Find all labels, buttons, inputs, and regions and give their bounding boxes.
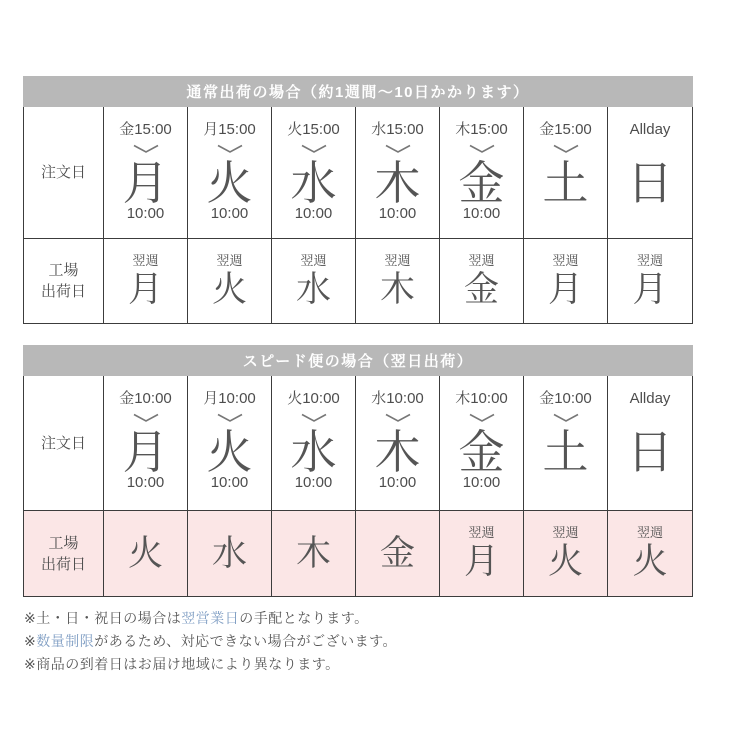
chevron-down-icon — [215, 143, 245, 155]
next-week-label: 翌週 — [552, 252, 579, 268]
ship-day: 火 — [632, 542, 668, 581]
chevron-down-icon — [467, 143, 497, 155]
order-day: 火 — [206, 157, 253, 209]
ship-cell — [104, 238, 188, 323]
chevron-down-icon — [383, 143, 413, 155]
normal-table-body — [23, 107, 693, 324]
cutoff-time: 木15:00 — [455, 121, 508, 138]
cutoff-time: 水10:00 — [371, 390, 424, 407]
speed-shipping-table — [23, 345, 693, 597]
normal-table-title: 通常出荷の場合（約1週間～10日かかります） — [23, 76, 693, 107]
ship-cell — [356, 510, 440, 596]
next-week-label: 翌週 — [216, 252, 243, 268]
note-highlight-text: 翌営業日 — [181, 610, 240, 626]
chevron-down-icon — [299, 143, 329, 155]
order-cell-fri — [440, 376, 524, 510]
ship-day: 水 — [295, 269, 331, 309]
order-cell-thu — [356, 376, 440, 510]
factory-label-line1: 工場 — [48, 262, 79, 279]
order-cell-thu — [356, 107, 440, 238]
order-date-row-label — [24, 376, 104, 510]
note-holiday — [24, 611, 693, 626]
order-day: 日 — [627, 157, 673, 209]
ship-day: 木 — [379, 269, 415, 309]
cutoff-time: 木10:00 — [455, 390, 508, 407]
order-date-label-text: 注文日 — [40, 164, 86, 181]
cutoff-time: 金10:00 — [119, 390, 172, 407]
order-time: 10:00 — [210, 205, 249, 222]
order-cell-wed — [272, 107, 356, 238]
shipping-schedule-infographic — [23, 76, 693, 680]
next-week-label: 翌週 — [636, 252, 663, 268]
ship-day: 水 — [211, 533, 247, 573]
order-cell-tue — [188, 376, 272, 510]
order-cell-sun — [608, 107, 692, 238]
note-text: があるため、対応できない場合がございます。 — [94, 633, 398, 649]
chevron-down-icon — [467, 412, 497, 424]
note-highlight-text: 数量制限 — [36, 633, 95, 649]
cutoff-time: 金10:00 — [539, 390, 592, 407]
order-day: 火 — [206, 426, 253, 478]
ship-cell — [356, 238, 440, 323]
order-cell-mon — [104, 107, 188, 238]
order-day: 木 — [374, 426, 421, 478]
order-time: 10:00 — [294, 205, 333, 222]
order-day: 月 — [122, 426, 169, 478]
note-arrival-date — [24, 657, 693, 672]
order-day: 日 — [627, 426, 673, 478]
speed-table-body — [23, 376, 693, 597]
next-week-label: 翌週 — [384, 252, 411, 268]
order-day: 水 — [290, 426, 337, 478]
note-text: ※ — [24, 633, 37, 649]
order-time: 10:00 — [462, 205, 501, 222]
spacer — [23, 324, 693, 345]
ship-day: 金 — [379, 533, 415, 573]
order-day: 土 — [542, 157, 589, 209]
order-cell-mon — [104, 376, 188, 510]
order-cell-sat — [524, 107, 608, 238]
ship-cell — [608, 238, 692, 323]
ship-day: 木 — [295, 533, 331, 573]
order-cell-tue — [188, 107, 272, 238]
factory-label-line1: 工場 — [48, 534, 79, 552]
ship-cell — [104, 510, 188, 596]
order-time: 10:00 — [378, 474, 417, 491]
order-time: 10:00 — [126, 205, 165, 222]
cutoff-time: 火15:00 — [287, 121, 340, 138]
ship-day: 月 — [463, 542, 499, 581]
factory-ship-row-label — [24, 510, 104, 596]
order-day: 水 — [290, 157, 337, 209]
order-time: 10:00 — [210, 474, 249, 491]
footnotes — [24, 611, 693, 672]
order-time: 10:00 — [126, 474, 165, 491]
ship-day: 月 — [547, 269, 583, 309]
note-quantity-limit — [24, 634, 693, 649]
ship-cell — [272, 510, 356, 596]
ship-day: 月 — [632, 269, 668, 309]
chevron-down-icon — [551, 143, 581, 155]
order-day: 木 — [374, 157, 421, 209]
order-cell-fri — [440, 107, 524, 238]
ship-cell — [272, 238, 356, 323]
cutoff-time: Allday — [629, 390, 671, 407]
ship-day: 火 — [211, 269, 247, 309]
factory-label-line2: 出荷日 — [40, 555, 86, 573]
ship-day: 金 — [463, 269, 499, 309]
chevron-down-icon — [551, 412, 581, 424]
chevron-down-icon — [299, 412, 329, 424]
order-time: 10:00 — [378, 205, 417, 222]
order-day: 金 — [458, 426, 505, 478]
chevron-down-icon — [383, 412, 413, 424]
cutoff-time: 金15:00 — [539, 121, 592, 138]
order-cell-sat — [524, 376, 608, 510]
factory-ship-row-label — [24, 238, 104, 323]
note-text: の手配となります。 — [239, 610, 369, 626]
speed-table-title: スピード便の場合（翌日出荷） — [23, 345, 693, 376]
next-week-label: 翌週 — [132, 252, 159, 268]
ship-cell — [608, 510, 692, 596]
order-day: 金 — [458, 157, 505, 209]
order-cell-sun — [608, 376, 692, 510]
cutoff-time: 水15:00 — [371, 121, 424, 138]
next-week-label: 翌週 — [468, 525, 495, 540]
normal-shipping-table — [23, 76, 693, 324]
ship-cell — [188, 510, 272, 596]
next-week-label: 翌週 — [300, 252, 327, 268]
cutoff-time: 金15:00 — [119, 121, 172, 138]
ship-day: 火 — [127, 533, 163, 573]
factory-label-line2: 出荷日 — [40, 283, 86, 300]
note-text: ※商品の到着日はお届け地域により異なります。 — [24, 656, 340, 672]
ship-day: 火 — [547, 542, 583, 581]
ship-cell — [524, 510, 608, 596]
order-day: 月 — [122, 157, 169, 209]
chevron-down-icon — [131, 412, 161, 424]
ship-cell — [188, 238, 272, 323]
next-week-label: 翌週 — [636, 525, 663, 540]
cutoff-time: 火10:00 — [287, 390, 340, 407]
next-week-label: 翌週 — [552, 525, 579, 540]
cutoff-time: 月15:00 — [203, 121, 256, 138]
order-time: 10:00 — [294, 474, 333, 491]
order-time: 10:00 — [462, 474, 501, 491]
chevron-down-icon — [131, 143, 161, 155]
note-text: ※土・日・祝日の場合は — [24, 610, 182, 626]
order-date-label-text: 注文日 — [40, 434, 86, 452]
order-day: 土 — [542, 426, 589, 478]
order-date-row-label — [24, 107, 104, 238]
ship-day: 月 — [127, 269, 163, 309]
chevron-down-icon — [215, 412, 245, 424]
cutoff-time: Allday — [629, 121, 671, 138]
ship-cell — [440, 238, 524, 323]
cutoff-time: 月10:00 — [203, 390, 256, 407]
next-week-label: 翌週 — [468, 252, 495, 268]
order-cell-wed — [272, 376, 356, 510]
ship-cell — [524, 238, 608, 323]
ship-cell — [440, 510, 524, 596]
